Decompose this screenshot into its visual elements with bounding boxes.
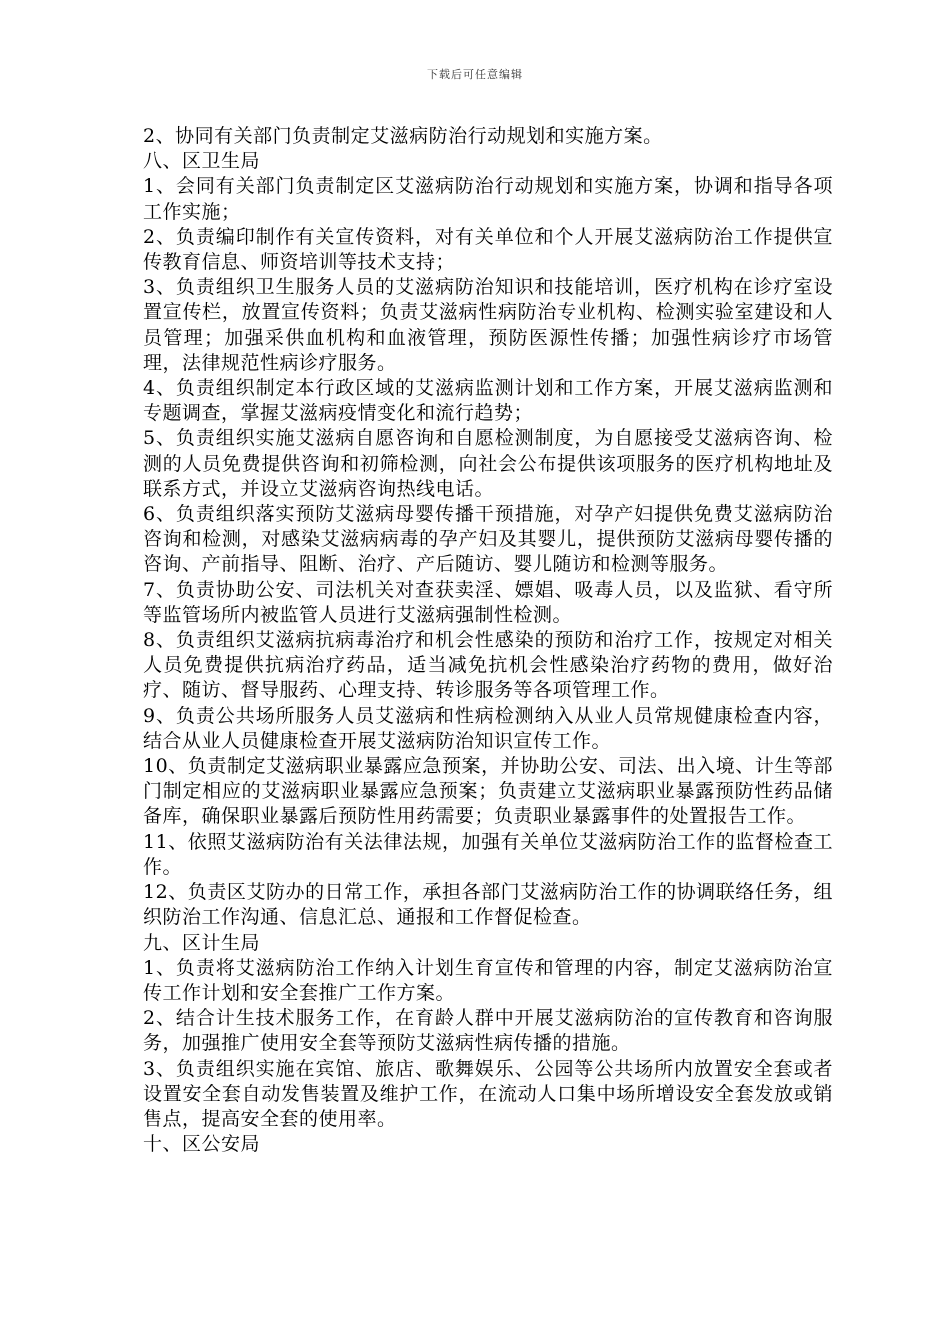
paragraph: 8、负责组织艾滋病抗病毒治疗和机会性感染的预防和治疗工作，按规定对相关人员免费提供抗病治疗药品，适当减免抗机会性感染治疗药物的费用，做好治疗、随访、督导服药、心理支持、转诊服务等各项管理工作。 (143, 629, 833, 702)
paragraph: 1、会同有关部门负责制定区艾滋病防治行动规划和实施方案，协调和指导各项工作实施； (143, 175, 833, 223)
paragraph: 10、负责制定艾滋病职业暴露应急预案，并协助公安、司法、出入境、计生等部门制定相应的艾滋病职业暴露应急预案；负责建立艾滋病职业暴露预防性药品储备库，确保职业暴露后预防性用药需要；负责职业暴露事件的处置报告工作。 (143, 755, 833, 828)
section-heading: 十、区公安局 (143, 1133, 261, 1156)
paragraph: 2、结合计生技术服务工作，在育龄人群中开展艾滋病防治的宣传教育和咨询服务，加强推广使用安全套等预防艾滋病性病传播的措施。 (143, 1007, 833, 1055)
paragraph: 11、依照艾滋病防治有关法律法规，加强有关单位艾滋病防治工作的监督检查工作。 (143, 830, 833, 878)
paragraph: 6、负责组织落实预防艾滋病母婴传播干预措施，对孕产妇提供免费艾滋病防治咨询和检测，对感染艾滋病病毒的孕产妇及其婴儿，提供预防艾滋病母婴传播的咨询、产前指导、阻断、治疗、产后随访、婴儿随访和检测等服务。 (143, 503, 833, 576)
document-body (143, 124, 833, 1157)
paragraph: 12、负责区艾防办的日常工作，承担各部门艾滋病防治工作的协调联络任务，组织防治工作沟通、信息汇总、通报和工作督促检查。 (143, 881, 833, 929)
paragraph: 1、负责将艾滋病防治工作纳入计划生育宣传和管理的内容，制定艾滋病防治宣传工作计划和安全套推广工作方案。 (143, 956, 833, 1004)
paragraph: 4、负责组织制定本行政区域的艾滋病监测计划和工作方案，开展艾滋病监测和专题调查，掌握艾滋病疫情变化和流行趋势； (143, 377, 833, 425)
paragraph: 2、负责编印制作有关宣传资料，对有关单位和个人开展艾滋病防治工作提供宣传教育信息、师资培训等技术支持； (143, 225, 833, 274)
paragraph: 2、协同有关部门负责制定艾滋病防治行动规划和实施方案。 (143, 125, 663, 147)
page-header-note: 下载后可任意编辑 (427, 68, 523, 81)
paragraph: 7、负责协助公安、司法机关对查获卖淫、嫖娼、吸毒人员，以及监狱、看守所等监管场所内被监管人员进行艾滋病强制性检测。 (143, 578, 833, 626)
section-heading: 八、区卫生局 (143, 150, 261, 173)
paragraph: 5、负责组织实施艾滋病自愿咨询和自愿检测制度，为自愿接受艾滋病咨询、检测的人员免费提供咨询和初筛检测，向社会公布提供该项服务的医疗机构地址及联系方式，并设立艾滋病咨询热线电话。 (143, 427, 833, 500)
section-heading: 九、区计生局 (143, 931, 261, 954)
paragraph: 3、负责组织卫生服务人员的艾滋病防治知识和技能培训，医疗机构在诊疗室设置宣传栏，放置宣传资料；负责艾滋病性病防治专业机构、检测实验室建设和人员管理；加强采供血机构和血液管理，预防医源性传播；加强性病诊疗市场管理，法律规范性病诊疗服务。 (143, 276, 833, 374)
paragraph: 3、负责组织实施在宾馆、旅店、歌舞娱乐、公园等公共场所内放置安全套或者设置安全套自动发售装置及维护工作，在流动人口集中场所增设安全套发放或销售点，提高安全套的使用率。 (143, 1057, 833, 1130)
paragraph: 9、负责公共场所服务人员艾滋病和性病检测纳入从业人员常规健康检查内容，结合从业人员健康检查开展艾滋病防治知识宣传工作。 (143, 704, 833, 752)
